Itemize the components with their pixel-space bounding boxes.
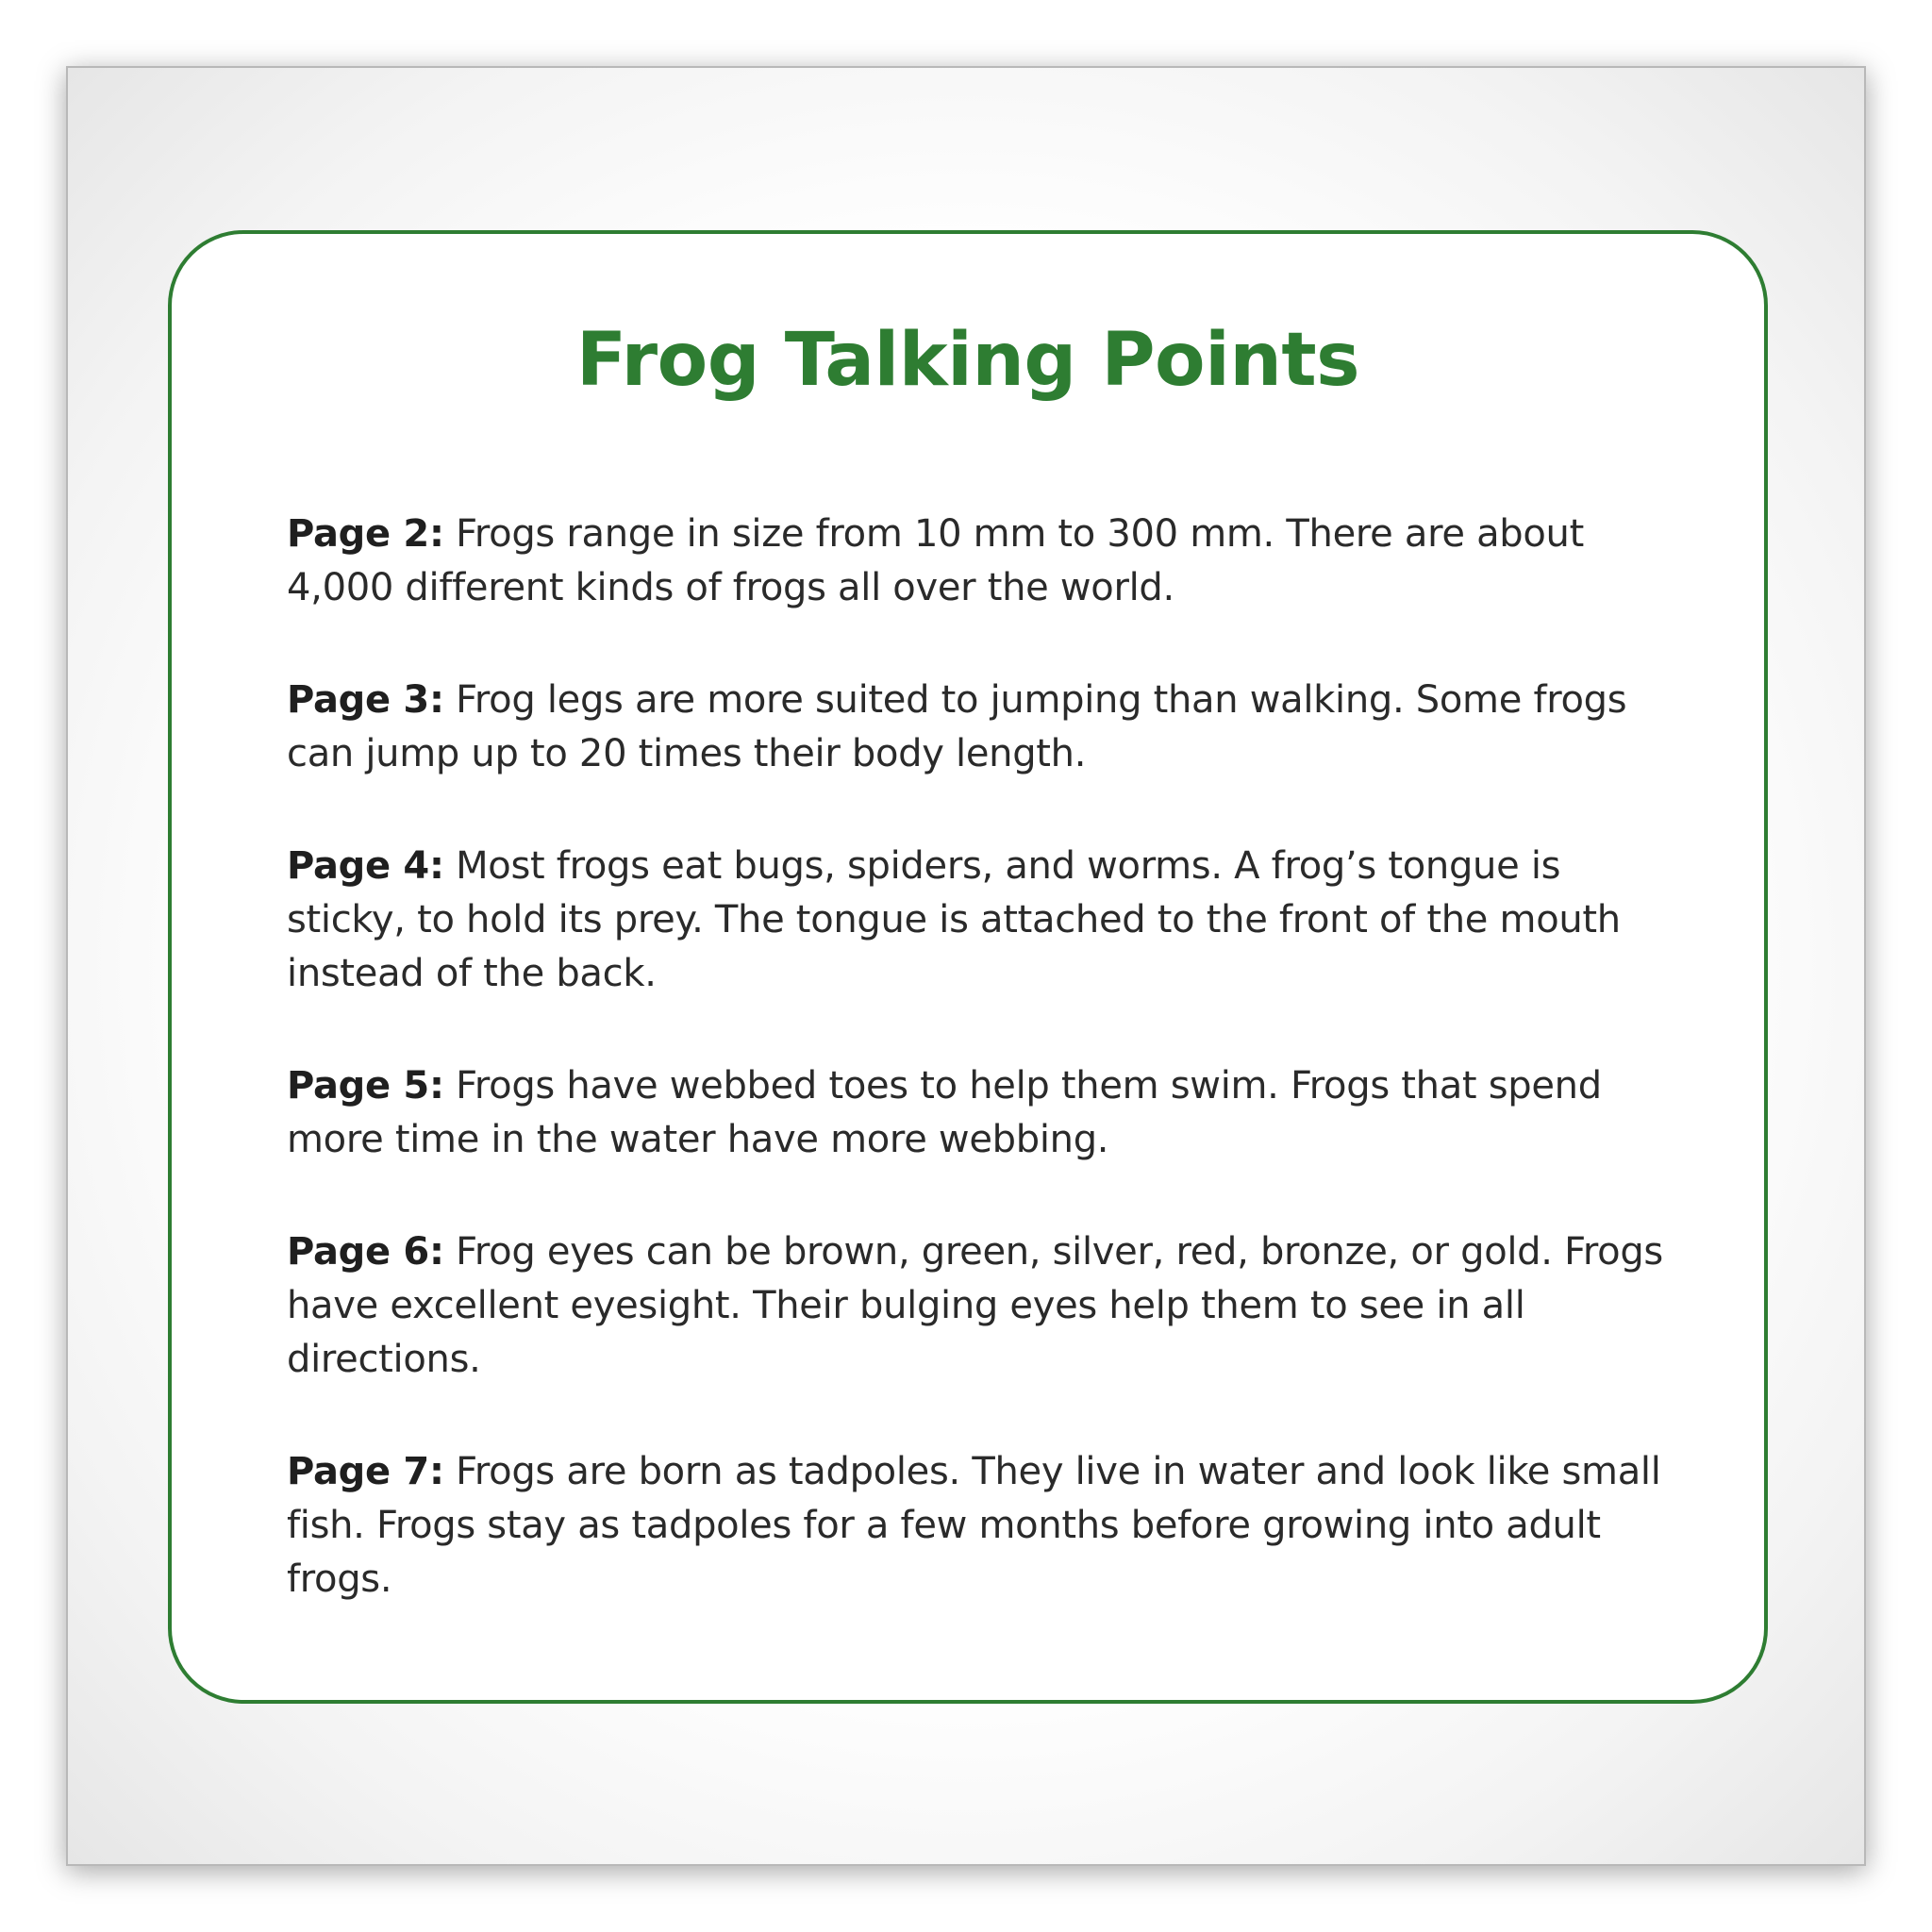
talking-points-list bbox=[287, 508, 1664, 1665]
talking-point-page-2 bbox=[287, 508, 1664, 615]
point-label: Page 7: bbox=[287, 1450, 444, 1493]
point-label: Page 5: bbox=[287, 1064, 444, 1108]
content-card bbox=[168, 230, 1768, 1704]
page-title: Frog Talking Points bbox=[575, 318, 1360, 403]
talking-point-page-6 bbox=[287, 1225, 1664, 1387]
talking-point-page-3 bbox=[287, 674, 1664, 781]
talking-point-page-7 bbox=[287, 1445, 1664, 1607]
point-label: Page 4: bbox=[287, 844, 444, 888]
point-text: Frogs are born as tadpoles. They live in water and look like small fish. Frogs stay as tadpoles for a few months before growing into adult frogs. bbox=[287, 1450, 1661, 1601]
point-text: Frog eyes can be brown, green, silver, red, bronze, or gold. Frogs have excellent eyesight. Their bulging eyes help them to see in all directions. bbox=[287, 1230, 1663, 1381]
point-text: Frogs range in size from 10 mm to 300 mm. There are about 4,000 different kinds of frogs all over the world. bbox=[287, 512, 1584, 609]
talking-point-page-5 bbox=[287, 1059, 1664, 1167]
page-sheet bbox=[66, 66, 1866, 1866]
point-label: Page 2: bbox=[287, 512, 444, 556]
point-text: Frog legs are more suited to jumping than walking. Some frogs can jump up to 20 times their body length. bbox=[287, 678, 1627, 775]
point-text: Most frogs eat bugs, spiders, and worms. A frog’s tongue is sticky, to hold its prey. The tongue is attached to the front of the mouth instead of the back. bbox=[287, 844, 1621, 995]
point-text: Frogs have webbed toes to help them swim. Frogs that spend more time in the water have more webbing. bbox=[287, 1064, 1602, 1161]
point-label: Page 3: bbox=[287, 678, 444, 722]
talking-point-page-4 bbox=[287, 840, 1664, 1001]
point-label: Page 6: bbox=[287, 1230, 444, 1274]
